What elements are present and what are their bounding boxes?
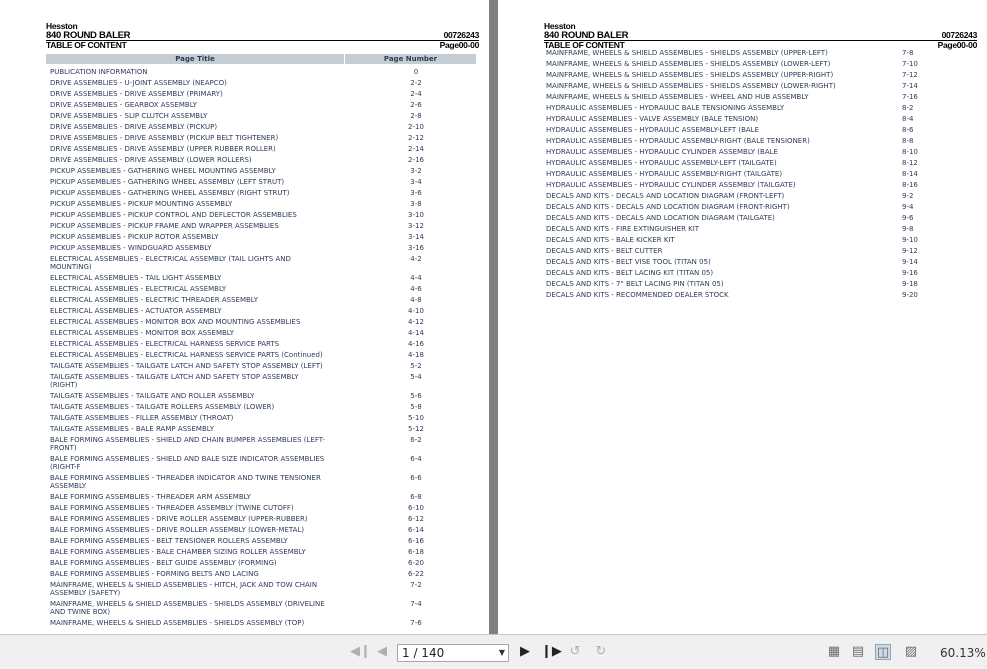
toc-entry-title: DRIVE ASSEMBLIES - DRIVE ASSEMBLY (UPPER RUBBER ROLLER) [50,144,276,153]
toc-entry-title: HYDRAULIC ASSEMBLIES - HYDRAULIC ASSEMBLY-RIGHT (BALE TENSIONER) [546,136,810,145]
toc-entry-page: 6-22 [408,569,424,578]
toc-row[interactable] [46,327,476,338]
toc-entry-page: 2-10 [408,122,424,131]
toc-row[interactable] [46,121,476,132]
toc-row[interactable] [46,294,476,305]
toc-entry-title: DECALS AND KITS - DECALS AND LOCATION DIAGRAM (TAILGATE) [546,213,775,222]
toc-row[interactable] [46,305,476,316]
toc-entry-page: 3-4 [410,177,422,186]
rotate-ccw-icon[interactable]: ↺ [569,644,581,659]
toc-entry-title: BALE FORMING ASSEMBLIES - BALE CHAMBER SIZING ROLLER ASSEMBLY [50,547,306,556]
toc-row[interactable] [46,283,476,294]
toc-row[interactable] [544,278,974,289]
toc-entry-page: 3-10 [408,210,424,219]
toc-row[interactable] [544,168,974,179]
toc-row[interactable] [544,69,974,80]
toc-entry-title: BALE FORMING ASSEMBLIES - FORMING BELTS AND LACING [50,569,259,578]
toc-entry-page: 4-10 [408,306,424,315]
toc-entry-title: MAINFRAME, WHEELS & SHIELD ASSEMBLIES - HITCH, JACK AND TOW CHAIN ASSEMBLY (SAFETY) [50,580,318,597]
toc-entry-page: 8-4 [902,114,914,123]
rotate-cw-icon[interactable]: ↻ [595,644,607,659]
toc-table-continued [544,47,974,300]
next-page-icon[interactable]: ▶ [520,644,530,659]
toc-entry-title: ELECTRICAL ASSEMBLIES - ELECTRICAL ASSEMBLY [50,284,227,293]
toc-entry-title: BALE FORMING ASSEMBLIES - SHIELD AND CHAIN BUMPER ASSEMBLIES (LEFT-FRONT) [50,435,325,452]
toc-row[interactable] [46,423,476,434]
last-page-icon[interactable]: ❙▶ [541,644,562,659]
toc-entry-title: BALE FORMING ASSEMBLIES - DRIVE ROLLER ASSEMBLY (LOWER-METAL) [50,525,305,534]
toc-row[interactable] [46,617,476,628]
toc-row[interactable] [544,289,974,300]
toc-entry-title: DECALS AND KITS - BELT CUTTER [546,246,663,255]
toc-row[interactable] [46,272,476,283]
toc-entry-page: 3-8 [410,199,422,208]
toc-row[interactable] [46,568,476,579]
model-title: 840 ROUND BALER [46,30,131,41]
toc-entry-page: 0 [413,67,419,76]
toc-entry-page: 3-6 [410,188,422,197]
toc-row[interactable] [46,453,476,472]
toc-entry-title: PICKUP ASSEMBLIES - GATHERING WHEEL MOUNTING ASSEMBLY [50,166,276,175]
toc-row[interactable] [46,338,476,349]
col-page-title: Page Title [175,55,215,63]
toc-entry-title: HYDRAULIC ASSEMBLIES - HYDRAULIC ASSEMBLY-RIGHT (TAILGATE) [546,169,783,178]
toc-row[interactable] [544,179,974,190]
toc-entry-page: 9-10 [902,235,918,244]
toc-row[interactable] [46,132,476,143]
toc-row[interactable] [46,110,476,121]
toc-row[interactable] [544,190,974,201]
toc-entry-page: 8-8 [902,136,914,145]
toc-entry-title: ELECTRICAL ASSEMBLIES - MONITOR BOX ASSEMBLY [50,328,235,337]
toc-entry-title: DECALS AND KITS - BALE KICKER KIT [546,235,675,244]
toc-row[interactable] [544,201,974,212]
toc-entry-page: 8-10 [902,147,918,156]
page-indicator: 1 / 140 [402,646,445,660]
toc-entry-title: TAILGATE ASSEMBLIES - TAILGATE ROLLERS ASSEMBLY (LOWER) [50,402,275,411]
toc-entry-title: DECALS AND KITS - RECOMMENDED DEALER STOCK [546,290,729,299]
toc-entry-title: PICKUP ASSEMBLIES - PICKUP FRAME AND WRAPPER ASSEMBLIES [50,221,279,230]
viewer-toolbar [0,634,987,669]
toc-row[interactable] [46,253,476,272]
toc-entry-page: 9-18 [902,279,918,288]
toc-table [46,54,476,628]
toc-entry-title: ELECTRICAL ASSEMBLIES - ELECTRICAL HARNESS SERVICE PARTS [50,339,280,348]
toc-row[interactable] [544,113,974,124]
toc-body [544,47,974,300]
model-title: 840 ROUND BALER [544,30,629,41]
col-page-number: Page Number [344,54,476,64]
chevron-down-icon[interactable]: ▼ [498,648,505,657]
toc-entry-page: 3-12 [408,221,424,230]
toc-row[interactable] [544,58,974,69]
toc-entry-page: 6-20 [408,558,424,567]
toc-row[interactable] [46,66,476,77]
toc-entry-title: DECALS AND KITS - BELT LACING KIT (TITAN 05) [546,268,714,277]
toc-entry-title: MAINFRAME, WHEELS & SHIELD ASSEMBLIES - SHIELDS ASSEMBLY (LOWER-RIGHT) [546,81,836,90]
toc-entry-title: MAINFRAME, WHEELS & SHIELD ASSEMBLIES - SHIELDS ASSEMBLY (LOWER-LEFT) [546,59,831,68]
toc-row[interactable] [46,390,476,401]
toc-row[interactable] [544,102,974,113]
toc-entry-title: BALE FORMING ASSEMBLIES - THREADER INDICATOR AND TWINE TENSIONER ASSEMBLY [50,473,321,490]
toc-entry-page: 6-4 [410,454,422,463]
toc-entry-page: 8-14 [902,169,918,178]
part-number: 00726243 [941,30,977,40]
toc-entry-page: 3-14 [408,232,424,241]
toc-entry-page: 4-6 [410,284,422,293]
toc-entry-title: TAILGATE ASSEMBLIES - BALE RAMP ASSEMBLY [50,424,215,433]
toc-entry-page: 9-6 [902,213,914,222]
toc-entry-page: 6-14 [408,525,424,534]
toc-row[interactable] [46,242,476,253]
toc-entry-page: 4-18 [408,350,424,359]
toc-row[interactable] [544,223,974,234]
toc-row[interactable] [46,198,476,209]
toc-entry-page: 2-2 [410,78,422,87]
toc-row[interactable] [46,524,476,535]
toc-row[interactable] [46,513,476,524]
toc-entry-page: 9-4 [902,202,914,211]
toc-entry-page: 6-2 [410,435,422,444]
toc-row[interactable] [544,245,974,256]
toc-entry-page: 6-10 [408,503,424,512]
page-code: Page00-00 [439,40,479,50]
toc-entry-page: 2-12 [408,133,424,142]
toc-entry-page: 2-8 [410,111,422,120]
toc-row[interactable] [46,176,476,187]
toc-entry-title: DRIVE ASSEMBLIES - SLIP CLUTCH ASSEMBLY [50,111,208,120]
toc-entry-title: ELECTRICAL ASSEMBLIES - ELECTRIC THREADER ASSEMBLY [50,295,259,304]
toc-row[interactable] [544,267,974,278]
toc-entry-page: 2-6 [410,100,422,109]
toc-entry-page: 8-12 [902,158,918,167]
toc-entry-page: 4-4 [410,273,422,282]
toc-row[interactable] [544,212,974,223]
toc-row[interactable] [46,546,476,557]
toc-row[interactable] [46,88,476,99]
page-header [46,22,479,50]
toc-entry-page: 9-2 [902,191,914,200]
toc-entry-title: PICKUP ASSEMBLIES - GATHERING WHEEL ASSEMBLY (LEFT STRUT) [50,177,285,186]
toc-entry-page: 7-14 [902,81,918,90]
toc-entry-title: BALE FORMING ASSEMBLIES - THREADER ASSEMBLY (TWINE CUTOFF) [50,503,294,512]
toc-entry-title: DECALS AND KITS - DECALS AND LOCATION DIAGRAM (FRONT-LEFT) [546,191,785,200]
toc-entry-page: 4-16 [408,339,424,348]
toc-entry-title: DRIVE ASSEMBLIES - DRIVE ASSEMBLY (LOWER ROLLERS) [50,155,252,164]
toc-entry-title: HYDRAULIC ASSEMBLIES - VALVE ASSEMBLY (BALE TENSION) [546,114,759,123]
toc-entry-page: 5-12 [408,424,424,433]
toc-entry-page: 9-20 [902,290,918,299]
toc-row[interactable] [544,47,974,58]
toc-row[interactable] [46,502,476,513]
toc-header [46,54,476,64]
toc-entry-title: DRIVE ASSEMBLIES - DRIVE ASSEMBLY (PICKUP) [50,122,218,131]
toc-entry-page: 4-12 [408,317,424,326]
toc-row[interactable] [544,135,974,146]
toc-entry-title: ELECTRICAL ASSEMBLIES - MONITOR BOX AND MOUNTING ASSEMBLIES [50,317,301,326]
toc-entry-title: MAINFRAME, WHEELS & SHIELD ASSEMBLIES - SHIELDS ASSEMBLY (UPPER-LEFT) [546,48,828,57]
toc-entry-page: 2-4 [410,89,422,98]
toc-entry-title: BALE FORMING ASSEMBLIES - DRIVE ROLLER ASSEMBLY (UPPER-RUBBER) [50,514,308,523]
page-header [544,22,977,50]
toc-entry-page: 7-6 [410,618,422,627]
toc-row[interactable] [46,220,476,231]
toc-entry-title: PICKUP ASSEMBLIES - PICKUP MOUNTING ASSEMBLY [50,199,233,208]
continuous-icon[interactable]: ▤ [851,644,865,659]
toc-entry-title: TAILGATE ASSEMBLIES - TAILGATE AND ROLLER ASSEMBLY [50,391,255,400]
toc-entry-title: MAINFRAME, WHEELS & SHIELD ASSEMBLIES - SHIELDS ASSEMBLY (DRIVELINE AND TWINE BOX) [50,599,325,616]
toc-entry-title: DRIVE ASSEMBLIES - DRIVE ASSEMBLY (PICKUP BELT TIGHTENER) [50,133,279,142]
toc-entry-title: TAILGATE ASSEMBLIES - TAILGATE LATCH AND SAFETY STOP ASSEMBLY (LEFT) [50,361,323,370]
toc-row[interactable] [544,80,974,91]
two-page-icon[interactable]: ◫ [876,645,890,660]
toc-entry-page: 7-8 [902,48,914,57]
zoom-level[interactable]: 60.13% [940,646,986,660]
toc-row[interactable] [46,557,476,568]
first-page-icon[interactable]: ◀❙ [350,644,371,659]
toc-entry-title: HYDRAULIC ASSEMBLIES - HYDRAULIC ASSEMBLY-LEFT (TAILGATE) [546,158,777,167]
toc-row[interactable] [46,231,476,242]
toc-entry-title: HYDRAULIC ASSEMBLIES - HYDRAULIC CYLINDER ASSEMBLY (TAILGATE) [546,180,796,189]
toc-entry-title: DECALS AND KITS - 7" BELT LACING PIN (TITAN 05) [546,279,724,288]
document-page-left [0,0,489,634]
toc-entry-page: 3-16 [408,243,424,252]
toc-row[interactable] [46,316,476,327]
toc-entry-page: 9-16 [902,268,918,277]
section-title: TABLE OF CONTENT [544,40,625,50]
toc-entry-page: 7-16 [902,92,918,101]
toc-entry-page: 9-12 [902,246,918,255]
toc-entry-title: BALE FORMING ASSEMBLIES - SHIELD AND BALE SIZE INDICATOR ASSEMBLIES (RIGHT-F [50,454,325,471]
toc-entry-title: MAINFRAME, WHEELS & SHIELD ASSEMBLIES - WHEEL AND HUB ASSEMBLY [546,92,809,101]
toc-entry-title: ELECTRICAL ASSEMBLIES - ELECTRICAL ASSEMBLY (TAIL LIGHTS AND MOUNTING) [50,254,291,271]
toc-entry-title: BALE FORMING ASSEMBLIES - BELT TENSIONER ROLLERS ASSEMBLY [50,536,288,545]
toc-entry-title: PICKUP ASSEMBLIES - PICKUP ROTOR ASSEMBLY [50,232,219,241]
toc-row[interactable] [46,371,476,390]
toc-row[interactable] [544,146,974,157]
toc-row[interactable] [46,472,476,491]
page-code: Page00-00 [937,40,977,50]
section-title: TABLE OF CONTENT [46,40,127,50]
toc-row[interactable] [46,209,476,220]
toc-row[interactable] [46,349,476,360]
toc-entry-title: DRIVE ASSEMBLIES - DRIVE ASSEMBLY (PRIMARY) [50,89,223,98]
toc-entry-page: 7-12 [902,70,918,79]
toc-row[interactable] [46,579,476,598]
toc-row[interactable] [46,165,476,176]
toc-row[interactable] [46,143,476,154]
toc-row[interactable] [46,77,476,88]
toc-entry-title: TAILGATE ASSEMBLIES - TAILGATE LATCH AND SAFETY STOP ASSEMBLY (RIGHT) [50,372,299,389]
toc-entry-page: 7-10 [902,59,918,68]
prev-page-icon[interactable]: ◀ [377,644,387,659]
toc-entry-page: 6-12 [408,514,424,523]
toc-row[interactable] [46,535,476,546]
two-page-continuous-icon[interactable]: ▨ [904,644,918,659]
toc-row[interactable] [46,360,476,371]
toc-entry-page: 8-2 [902,103,914,112]
toc-row[interactable] [46,187,476,198]
toc-entry-page: 2-16 [408,155,424,164]
toc-entry-title: BALE FORMING ASSEMBLIES - BELT GUIDE ASSEMBLY (FORMING) [50,558,277,567]
toc-entry-page: 9-14 [902,257,918,266]
toc-row[interactable] [544,234,974,245]
toc-body [46,64,476,628]
toc-entry-page: 5-6 [410,391,422,400]
toc-entry-page: 6-18 [408,547,424,556]
toc-entry-title: HYDRAULIC ASSEMBLIES - HYDRAULIC CYLINDER ASSEMBLY (BALE [546,147,778,156]
toc-entry-title: BALE FORMING ASSEMBLIES - THREADER ARM ASSEMBLY [50,492,251,501]
toc-row[interactable] [46,401,476,412]
toc-row[interactable] [544,256,974,267]
toc-row[interactable] [544,124,974,135]
single-page-icon[interactable]: ▦ [827,644,841,659]
toc-entry-page: 7-4 [410,599,422,608]
toc-entry-title: DRIVE ASSEMBLIES - GEARBOX ASSEMBLY [50,100,197,109]
toc-entry-page: 5-10 [408,413,424,422]
toc-entry-page: 4-14 [408,328,424,337]
toc-entry-title: TAILGATE ASSEMBLIES - FILLER ASSEMBLY (THROAT) [50,413,234,422]
toc-entry-title: PICKUP ASSEMBLIES - GATHERING WHEEL ASSEMBLY (RIGHT STRUT) [50,188,290,197]
toc-row[interactable] [544,157,974,168]
toc-entry-page: 8-16 [902,180,918,189]
toc-row[interactable] [46,154,476,165]
toc-entry-page: 2-14 [408,144,424,153]
toc-entry-title: MAINFRAME, WHEELS & SHIELD ASSEMBLIES - SHIELDS ASSEMBLY (TOP) [50,618,305,627]
toc-entry-title: HYDRAULIC ASSEMBLIES - HYDRAULIC ASSEMBLY-LEFT (BALE [546,125,759,134]
toc-entry-title: MAINFRAME, WHEELS & SHIELD ASSEMBLIES - SHIELDS ASSEMBLY (UPPER-RIGHT) [546,70,834,79]
toc-entry-page: 7-2 [410,580,422,589]
document-page-right [498,0,987,634]
toc-entry-title: ELECTRICAL ASSEMBLIES - ELECTRICAL HARNESS SERVICE PARTS (Continued) [50,350,323,359]
toc-entry-page: 5-4 [410,372,422,381]
toc-row[interactable] [544,91,974,102]
part-number: 00726243 [443,30,479,40]
toc-entry-title: ELECTRICAL ASSEMBLIES - TAIL LIGHT ASSEMBLY [50,273,222,282]
toc-entry-title: DRIVE ASSEMBLIES - U-JOINT ASSEMBLY (NEAPCO) [50,78,227,87]
toc-entry-title: ELECTRICAL ASSEMBLIES - ACTUATOR ASSEMBLY [50,306,222,315]
toc-row[interactable] [46,491,476,502]
brand-label: Hesston [46,21,78,31]
toc-entry-page: 3-2 [410,166,422,175]
toc-row[interactable] [46,598,476,617]
toc-entry-page: 8-6 [902,125,914,134]
toc-entry-page: 6-16 [408,536,424,545]
toc-entry-title: DECALS AND KITS - FIRE EXTINGUISHER KIT [546,224,700,233]
toc-entry-title: DECALS AND KITS - DECALS AND LOCATION DIAGRAM (FRONT-RIGHT) [546,202,790,211]
toc-entry-page: 4-8 [410,295,422,304]
toc-entry-title: PICKUP ASSEMBLIES - PICKUP CONTROL AND DEFLECTOR ASSEMBLIES [50,210,297,219]
toc-entry-page: 5-2 [410,361,422,370]
toc-entry-page: 4-2 [410,254,422,263]
toc-row[interactable] [46,99,476,110]
brand-label: Hesston [544,21,576,31]
toc-entry-page: 6-6 [410,473,422,482]
toc-entry-page: 9-8 [902,224,914,233]
page-number-select[interactable] [397,644,509,662]
toc-row[interactable] [46,434,476,453]
toc-entry-page: 6-8 [410,492,422,501]
toc-entry-title: PUBLICATION INFORMATION [50,67,148,76]
toc-entry-title: HYDRAULIC ASSEMBLIES - HYDRAULIC BALE TENSIONING ASSEMBLY [546,103,785,112]
toc-row[interactable] [46,412,476,423]
toc-entry-page: 5-8 [410,402,422,411]
toc-entry-title: DECALS AND KITS - BELT VISE TOOL (TITAN 05) [546,257,711,266]
toc-entry-title: PICKUP ASSEMBLIES - WINDGUARD ASSEMBLY [50,243,212,252]
